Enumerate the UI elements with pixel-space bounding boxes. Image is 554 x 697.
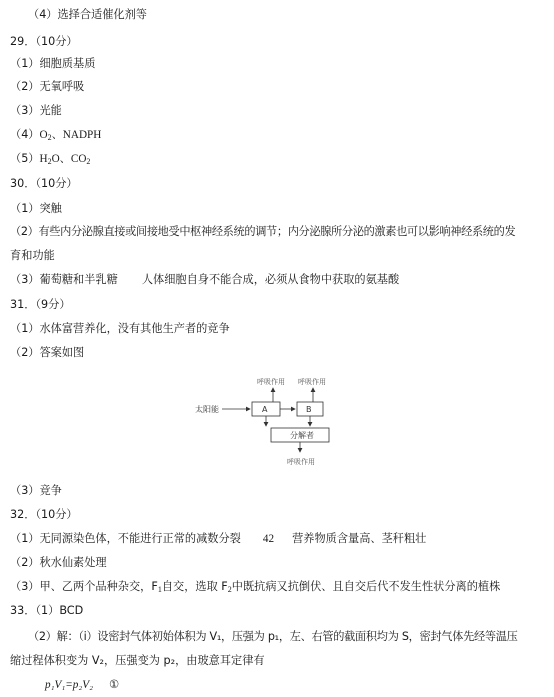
respiration-label-a: 呼吸作用 — [257, 378, 285, 386]
h2o-symbol: H — [39, 153, 48, 165]
line-q29-1: （1）细胞质基质 — [10, 57, 96, 70]
line-q29-5-prefix: （5） — [10, 152, 40, 165]
line-q32-1-number: 42 — [262, 533, 275, 545]
line-q29-4 — [10, 128, 101, 145]
heading-q32: 32．（10分） — [10, 508, 78, 521]
line-q32-1-a: （1）无同源染色体，不能进行正常的减数分裂 — [10, 532, 241, 545]
line-q32-1 — [10, 532, 426, 546]
line-q30-3-sugars: （3）葡萄糖和半乳糖 — [10, 273, 118, 286]
boyle-equation: p₁V₁=p₂V₂ — [45, 679, 93, 691]
line-q33-2: （2）解：（i）设密封气体初始体积为 V₁，压强为 p₁，左、右管的截面积均为 S，密封气体先经等温压 — [28, 630, 518, 643]
line-q30-1: （1）突触 — [10, 202, 62, 215]
box-a-label: A — [262, 405, 268, 414]
line-q29-4-prefix: （4） — [10, 128, 40, 141]
box-b-label: B — [306, 405, 312, 414]
box-decomposer-label: 分解者 — [290, 431, 314, 440]
line-q32-3-a: （3）甲、乙两个品种杂交，F — [10, 580, 158, 593]
line-q29-5 — [10, 152, 90, 169]
heading-q29: 29．（10分） — [10, 35, 78, 48]
f1-subscript: 1 — [157, 585, 162, 594]
sun-energy-label: 太阳能 — [195, 405, 219, 414]
nadph-text: 、NADPH — [51, 129, 102, 141]
food-web-diagram — [195, 372, 355, 472]
heading-q31: 31．（9分） — [10, 298, 71, 311]
line-q28-4: （4）选择合适催化剂等 — [28, 8, 147, 21]
co2-subscript: 2 — [86, 157, 91, 166]
line-q29-3: （3）光能 — [10, 104, 62, 117]
line-q29-2: （2）无氧呼吸 — [10, 80, 85, 93]
heading-q30: 30．（10分） — [10, 177, 78, 190]
h2o-subscript: 2 — [47, 157, 52, 166]
f2-subscript: 2 — [227, 585, 232, 594]
line-q32-1-c: 营养物质含量高、茎秆粗壮 — [292, 532, 427, 545]
line-q33-2-cont: 缩过程体积变为 V₂，压强变为 p₂，由玻意耳定律有 — [10, 654, 265, 667]
line-q32-3 — [10, 580, 500, 597]
line-q32-2: （2）秋水仙素处理 — [10, 556, 107, 569]
line-q30-2: （2）有些内分泌腺直接或间接地受中枢神经系统的调节；内分泌腺所分泌的激素也可以影响神经系统的发 — [10, 225, 516, 238]
respiration-label-b: 呼吸作用 — [298, 378, 326, 386]
line-q30-3-amino: 人体细胞自身不能合成，必须从食物中获取的氨基酸 — [141, 273, 400, 286]
line-q32-3-b: 自交，选取 F — [161, 580, 228, 593]
equation-line — [45, 678, 119, 692]
co2-symbol: O、CO — [51, 153, 87, 165]
line-q30-3 — [10, 273, 399, 287]
heading-q33: 33．（1）BCD — [10, 604, 84, 617]
o2-symbol: O — [39, 129, 48, 141]
line-q32-3-c: 中既抗病又抗倒伏、且自交后代不发生性状分离的植株 — [231, 580, 501, 593]
line-q30-2-cont: 育和功能 — [10, 249, 55, 262]
line-q31-2: （2）答案如图 — [10, 346, 85, 359]
line-q31-3: （3）竞争 — [10, 484, 62, 497]
respiration-label-decomposer: 呼吸作用 — [287, 458, 315, 466]
line-q31-1: （1）水体富营养化，没有其他生产者的竞争 — [10, 322, 230, 335]
o2-subscript: 2 — [47, 133, 52, 142]
equation-number: ① — [108, 678, 119, 691]
